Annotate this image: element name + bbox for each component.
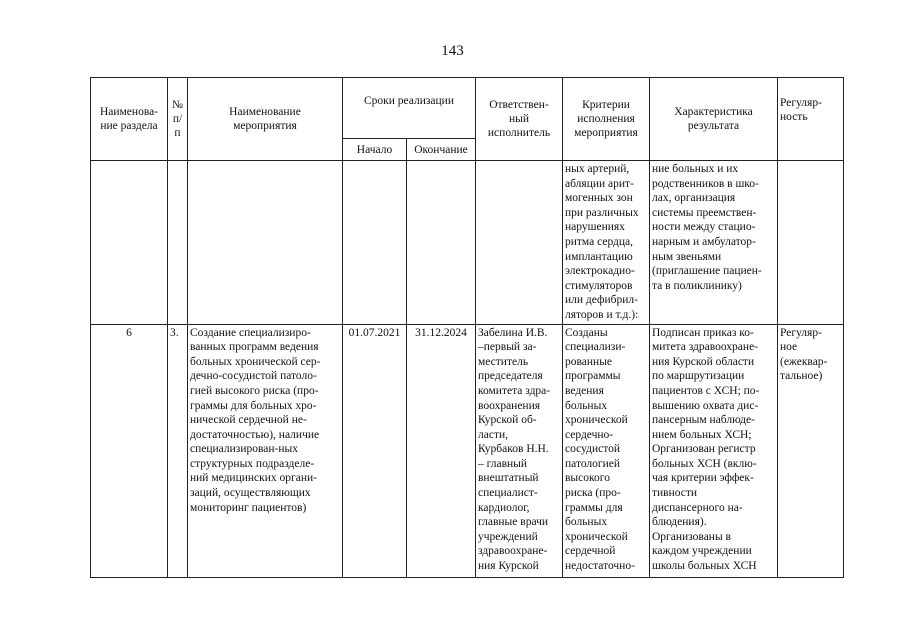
cell-responsible: Забелина И.В. –первый за- меститель председателя комитета здра- воохранения Курской об- ласти, Курбаков Н.Н. – главный внештатный специалист- кардиолог, главные врачи учреждений здравоохране- ния Курской [476,324,563,577]
cell-activity: Создание специализиро- ванных программ ведения больных хронической сер- дечно-сосудистой патоло- гией высокого риска (про- граммы для больных хро- нической сердечной не- достаточностью), наличие специализирован-ных структурных подразделе- ний медицинских органи- заций, осуществляющих мониторинг пациентов) [188,324,343,577]
cell-empty [476,161,563,325]
cell-number: 3. [168,324,188,577]
table-row-6 [91,324,844,577]
cell-section: 6 [91,324,168,577]
cell-empty [188,161,343,325]
header-criteria: Критерии исполнения мероприятия [563,78,650,161]
cell-empty [91,161,168,325]
header-end: Окончание [407,139,476,161]
header-result: Характеристика результата [650,78,778,161]
cell-end-date: 31.12.2024 [407,324,476,577]
header-number: № п/п [168,78,188,161]
header-section-name: Наименова- ние раздела [91,78,168,161]
activities-table [90,77,844,578]
cell-empty [343,161,407,325]
header-responsible: Ответствен- ный исполнитель [476,78,563,161]
cell-result: Подписан приказ ко- митета здравоохране- ния Курской области по маршрутизации пациентов с ХСН; по- вышению охвата дис- пансерным наблюде- нием больных ХСН; Организован регистр больных ХСН (вклю- чая критерии эффек- тивности диспансерного на- блюдения). Организованы в каждом учреждении школы больных ХСН [650,324,778,577]
cell-regularity: Регуляр- ное (ежеквар- тальное) [778,324,844,577]
page-number: 143 [441,43,464,59]
header-start: Начало [343,139,407,161]
cell-empty [407,161,476,325]
header-timeline: Сроки реализации [343,78,476,139]
cell-start-date: 01.07.2021 [343,324,407,577]
cell-empty [778,161,844,325]
cell-result-continued: ние больных и их родственников в шко- лах, организация системы преемствен- ности между стацио- нарным и амбулатор- ным звеньями (приглашение пациен- та в поликлинику) [650,161,778,325]
header-activity-name: Наименование мероприятия [188,78,343,161]
cell-criteria: Созданы специализи- рованные программы ведения больных хронической сердечно- сосудистой патологией высокого риска (про- граммы для больных хронической сердечной недостаточно- [563,324,650,577]
header-regularity: Регуляр- ность [778,78,844,161]
table-row-continued [91,161,844,325]
cell-criteria-continued: ных артерий, абляции арит- могенных зон при различных нарушениях ритма сердца, имплантацию электрокадио- стимуляторов или дефибрил- ляторов и т.д.): [563,161,650,325]
cell-empty [168,161,188,325]
